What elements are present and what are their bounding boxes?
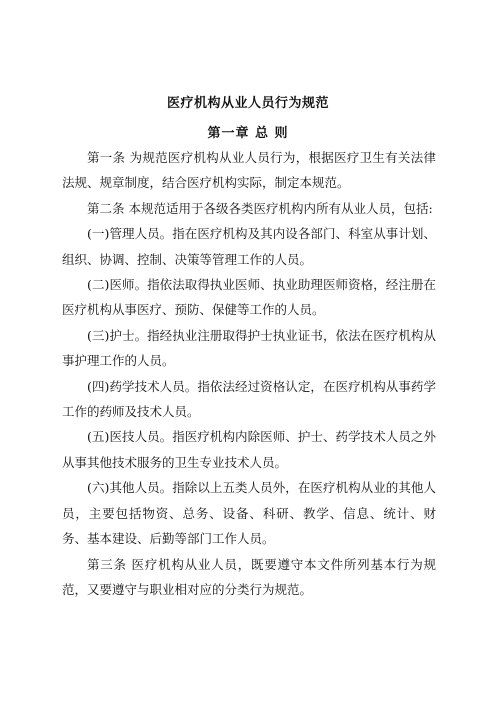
item-pharmacy-staff-paragraph: (四)药学技术人员。指依法经过资格认定，在医疗机构从事药学工作的药师及技术人员。 [62,378,436,420]
chapter-heading: 第一章 总 则 [207,126,289,141]
item-nurses-paragraph: (三)护士。指经执业注册取得护士执业证书，依法在医疗机构从事护理工作的人员。 [62,327,436,369]
article-2-paragraph: 第二条 本规范适用于各级各类医疗机构内所有从业人员，包括: [87,200,433,216]
item-physicians-paragraph: (二)医师。指依法取得执业医师、执业助理医师资格，经注册在医疗机构从事医疗、预防、保健等工作的人员。 [62,277,436,318]
document-body [62,145,436,602]
item-management-staff-paragraph: (一)管理人员。指在医疗机构及其内设各部门、科室从事计划、组织、协调、控制、决策等管理工作的人员。 [62,226,436,267]
article-3-paragraph: 第三条 医疗机构从业人员，既要遵守本文件所列基本行为规范，又要遵守与职业相对应的分类行为规范。 [62,556,436,597]
item-medical-technicians-paragraph: (五)医技人员。指医疗机构内除医师、护士、药学技术人员之外从事其他技术服务的卫生专业技术人员。 [62,429,436,470]
article-1-paragraph: 第一条 为规范医疗机构从业人员行为，根据医疗卫生有关法律法规、规章制度，结合医疗机构实际，制定本规范。 [62,150,436,191]
document-title: 医疗机构从业人员行为规范 [166,96,329,111]
item-other-staff-paragraph: (六)其他人员。指除以上五类人员外，在医疗机构从业的其他人员，主要包括物资、总务、设备、科研、教学、信息、统计、财务、基本建设、后勤等部门工作人员。 [62,480,436,547]
